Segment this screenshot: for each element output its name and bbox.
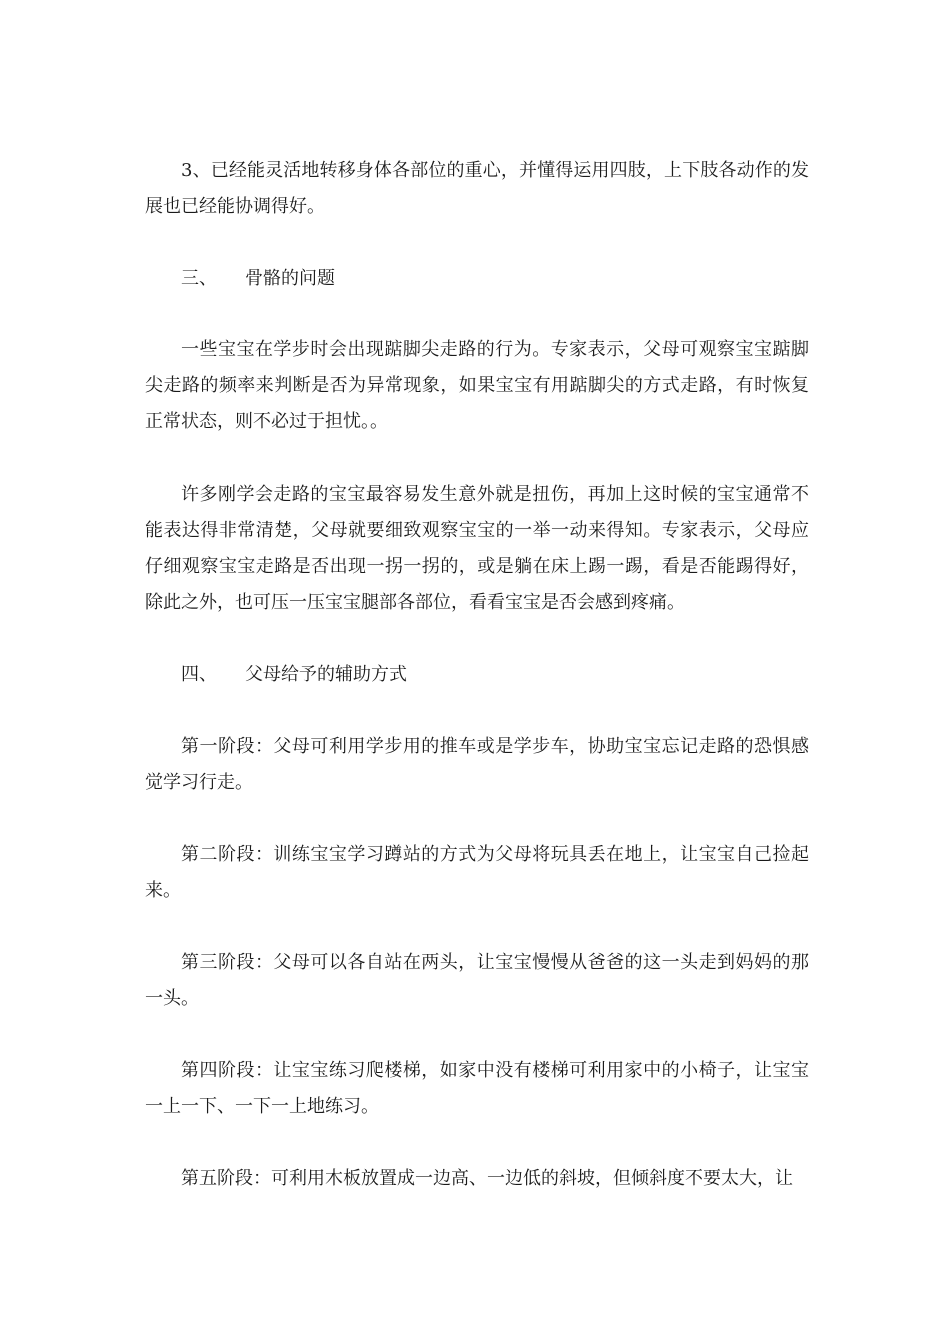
paragraph-stage-four: 第四阶段：让宝宝练习爬楼梯，如家中没有楼梯可利用家中的小椅子，让宝宝一上一下、一下一上地练习。 [145, 1060, 809, 1117]
section-number: 四、 [181, 664, 217, 685]
paragraph-stage-five: 第五阶段：可利用木板放置成一边高、一边低的斜坡，但倾斜度不要太大，让 [181, 1168, 793, 1189]
paragraph-stage-three: 第三阶段：父母可以各自站在两头，让宝宝慢慢从爸爸的这一头走到妈妈的那一头。 [145, 952, 809, 1009]
paragraph-tiptoe-walking: 一些宝宝在学步时会出现踮脚尖走路的行为。专家表示，父母可观察宝宝踮脚尖走路的频率来判断是否为异常现象，如果宝宝有用踮脚尖的方式走路，有时恢复正常状态，则不必过于担忧。。 [145, 339, 809, 432]
section-heading-parent-support [181, 657, 407, 693]
paragraph-stage-two: 第二阶段：训练宝宝学习蹲站的方式为父母将玩具丢在地上，让宝宝自己捡起来。 [145, 844, 809, 901]
paragraph-sprain: 许多刚学会走路的宝宝最容易发生意外就是扭伤，再加上这时候的宝宝通常不能表达得非常清楚，父母就要细致观察宝宝的一举一动来得知。专家表示，父母应仔细观察宝宝走路是否出现一拐一拐的，或是躺在床上踢一踢，看是否能踢得好，除此之外，也可压一压宝宝腿部各部位，看看宝宝是否会感到疼痛。 [145, 484, 809, 613]
section-number: 三、 [181, 268, 217, 289]
section-heading-bones [181, 261, 335, 297]
section-title: 骨骼的问题 [245, 268, 335, 289]
paragraph-stage-one: 第一阶段：父母可利用学步用的推车或是学步车，协助宝宝忘记走路的恐惧感觉学习行走。 [145, 736, 809, 793]
paragraph-body-coordination: 3、已经能灵活地转移身体各部位的重心，并懂得运用四肢，上下肢各动作的发展也已经能协调得好。 [145, 160, 809, 217]
section-title: 父母给予的辅助方式 [245, 664, 407, 685]
